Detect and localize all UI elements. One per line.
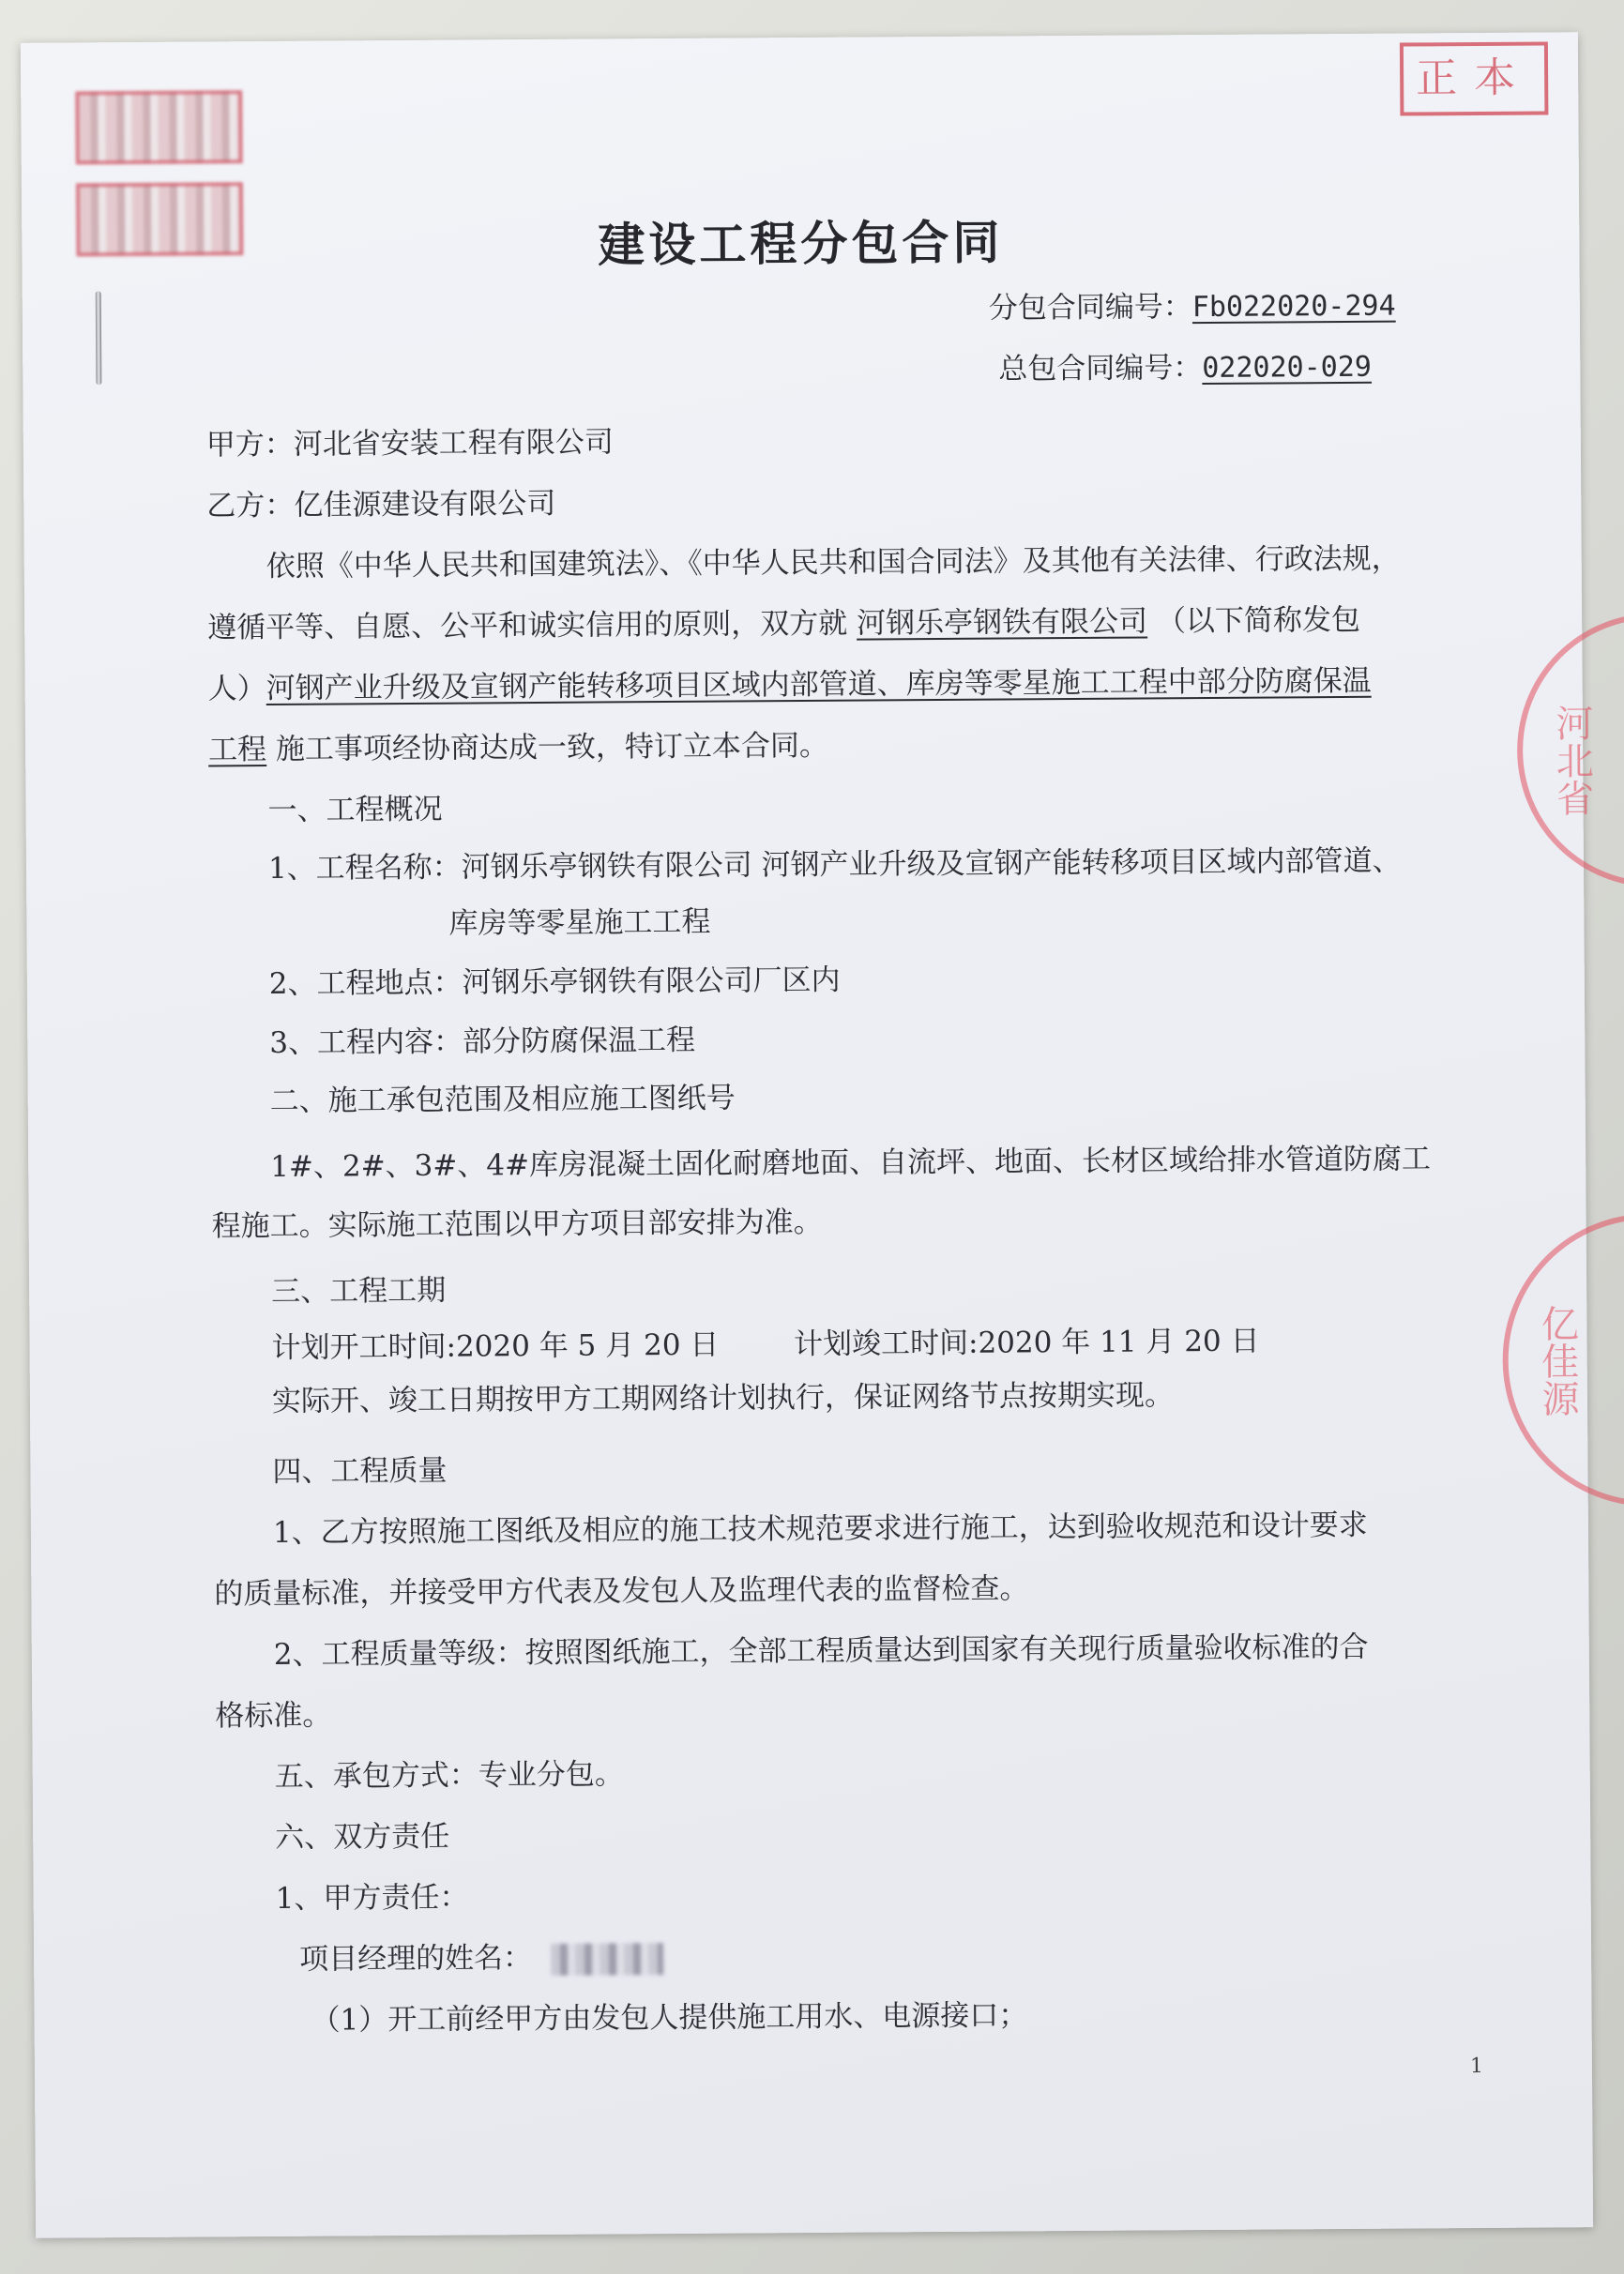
project-name-line-1: 1、工程名称：河钢乐亭钢铁有限公司 河钢产业升级及宣钢产能转移项目区域内部管道、 bbox=[267, 843, 1402, 886]
planned-start: 计划开工时间:2020 年 5 月 20 日 bbox=[271, 1327, 720, 1365]
party-a-duties: 1、甲方责任： bbox=[275, 1880, 469, 1916]
sub-contract-number-value: Fb022020-294 bbox=[1191, 289, 1396, 325]
intro-line-2 bbox=[207, 601, 1360, 647]
intro-line-2-pre: 遵循平等、自愿、公平和诚实信用的原则，双方就 bbox=[207, 606, 848, 645]
staple bbox=[96, 291, 102, 385]
main-contract-number-value: 022020-029 bbox=[1202, 350, 1373, 386]
redacted-manager-name bbox=[551, 1943, 663, 1976]
company-seal-lower bbox=[1502, 1213, 1624, 1508]
section-4-title: 四、工程质量 bbox=[272, 1453, 448, 1489]
sub-contract-number-label: 分包合同编号： bbox=[988, 290, 1192, 326]
intro-line-4 bbox=[208, 727, 828, 769]
quality-line-4: 格标准。 bbox=[215, 1698, 332, 1734]
company-seal-upper bbox=[1516, 613, 1624, 888]
page-number: 1 bbox=[1469, 2054, 1484, 2079]
quality-line-1: 1、乙方按照施工图纸及相应的施工技术规范要求进行施工，达到验收规范和设计要求 bbox=[272, 1508, 1368, 1550]
seal-lower-text: 亿佳源 bbox=[1535, 1304, 1580, 1417]
schedule-dates bbox=[271, 1323, 1259, 1367]
duty-item-1: （1）开工前经甲方由发包人提供施工用水、电源接口； bbox=[311, 1998, 1028, 2038]
contract-page bbox=[21, 32, 1593, 2238]
section-6-title: 六、双方责任 bbox=[275, 1819, 450, 1855]
quality-line-2: 的质量标准，并接受甲方代表及发包人及监理代表的监督检查。 bbox=[214, 1571, 1029, 1612]
quality-line-3: 2、工程质量等级：按照图纸施工，全部工程质量达到国家有关现行质量验收标准的合 bbox=[273, 1630, 1369, 1672]
scope-line-2: 程施工。实际施工范围以甲方项目部安排为准。 bbox=[211, 1205, 823, 1244]
planned-completion: 计划竣工时间:2020 年 11 月 20 日 bbox=[793, 1324, 1260, 1362]
project-location: 2、工程地点：河钢乐亭钢铁有限公司厂区内 bbox=[268, 963, 841, 1001]
section-5-title: 五、承包方式：专业分包。 bbox=[274, 1757, 624, 1794]
scope-line-1: 1#、2#、3#、4#库房混凝土固化耐磨地面、自流坪、地面、长材区域给排水管道防腐工 bbox=[270, 1142, 1432, 1184]
intro-line-1: 依照《中华人民共和国建筑法》、《中华人民共和国合同法》及其他有关法律、行政法规， bbox=[266, 541, 1401, 584]
sub-contract-number bbox=[989, 287, 1396, 328]
project-name-line-2: 库房等零星施工工程 bbox=[448, 904, 711, 941]
section-3-title: 三、工程工期 bbox=[271, 1273, 447, 1309]
intro-line-4-post: 施工事项经协商达成一致，特订立本合同。 bbox=[275, 728, 829, 766]
party-a: 甲方：河北省安装工程有限公司 bbox=[205, 425, 614, 462]
project-manager-label: 项目经理的姓名： bbox=[298, 1941, 533, 1977]
document-title: 建设工程分包合同 bbox=[598, 214, 1004, 273]
seal-upper-text: 河北省 bbox=[1549, 704, 1594, 817]
project-name: 河钢产业升级及宣钢产能转移项目区域内部管道、库房等零星施工工程中部分防腐保温 bbox=[266, 663, 1372, 706]
project-name-end: 工程 bbox=[207, 733, 267, 767]
section-1-title: 一、工程概况 bbox=[267, 792, 443, 828]
redacted-stamp-1 bbox=[75, 90, 243, 164]
party-b: 乙方：亿佳源建设有限公司 bbox=[206, 486, 556, 523]
schedule-note: 实际开、竣工日期按甲方工期网络计划执行，保证网络节点按期实现。 bbox=[271, 1378, 1175, 1418]
main-contract-number-label: 总包合同编号： bbox=[998, 351, 1203, 387]
intro-line-2-post: （以下简称发包 bbox=[1156, 602, 1361, 639]
original-copy-stamp: 正本 bbox=[1400, 41, 1549, 115]
main-contract-number bbox=[998, 348, 1372, 389]
project-content: 3、工程内容：部分防腐保温工程 bbox=[269, 1023, 696, 1060]
employer-name: 河钢乐亭钢铁有限公司 bbox=[856, 604, 1148, 641]
project-manager-line bbox=[299, 1938, 663, 1978]
intro-line-3-pre: 人） bbox=[207, 672, 266, 706]
section-2-title: 二、施工承包范围及相应施工图纸号 bbox=[269, 1081, 736, 1118]
intro-line-3 bbox=[208, 662, 1372, 708]
